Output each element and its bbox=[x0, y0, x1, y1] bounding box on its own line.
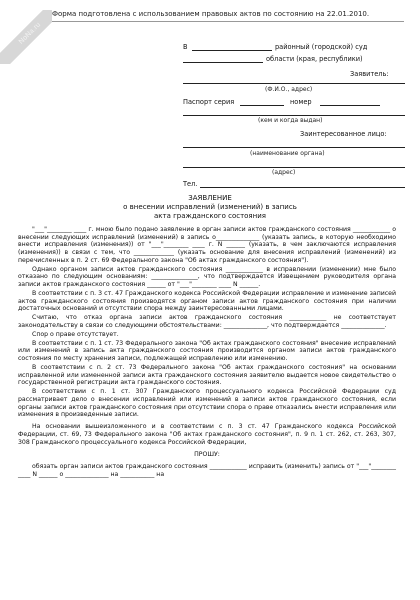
watermark-text: NoNa.ru bbox=[0, 10, 52, 64]
interested-address-line bbox=[183, 160, 405, 168]
passport-series-blank bbox=[240, 98, 284, 106]
court-type: районный (городской) суд bbox=[275, 43, 368, 51]
request-heading: ПРОШУ: bbox=[194, 451, 220, 459]
court-name-blank bbox=[192, 43, 272, 51]
statement-body bbox=[18, 226, 396, 480]
title-line-1: ЗАЯВЛЕНИЕ bbox=[188, 194, 232, 202]
interested-name-line bbox=[183, 140, 405, 148]
passport-label: Паспорт серия bbox=[183, 98, 235, 106]
applicant-fio-caption: (Ф.И.О., адрес) bbox=[265, 86, 313, 93]
paragraph: Считаю, что отказ органа записи актов гражданского состояния ____________ не соответствует законодательству в связи со следующими обстоятельствами: ______________, что подтверждается ______________. bbox=[18, 314, 396, 329]
passport-number-blank bbox=[320, 98, 380, 106]
court-region-blank bbox=[183, 55, 263, 63]
paragraph: В соответствии с п. 3 ст. 47 Гражданского кодекса Российской Федерации исправление и изменение записей актов гражданского состояния производятся органом записи актов гражданского состояния при наличии достаточных оснований и отсутствии спора между заинтересованными лицами. bbox=[18, 290, 396, 313]
paragraph: В соответствии с п. 1 ст. 73 Федерального закона "Об актах гражданского состояния" внесение исправлений или изменений в запись акта гражданского состояния производится органом записи актов гражданского состояния по месту хранения записи, подлежащей исправлению или изменению. bbox=[18, 339, 396, 363]
interested-name-caption: (наименование органа) bbox=[250, 150, 325, 157]
interested-address-caption: (адрес) bbox=[272, 169, 296, 176]
phone-label: Тел. bbox=[183, 180, 198, 188]
document-title bbox=[0, 194, 420, 221]
paragraph: В соответствии с п. 1 ст. 307 Гражданского процессуального кодекса Российской Федерации суд рассматривает дело о внесении исправлений или изменений в записи актов гражданского состояния, если органы записи актов гражданского состояния при отсутствии спора о праве отказались внести исправления или изменения в произведенные записи. bbox=[18, 388, 396, 419]
applicant-label: Заявитель: bbox=[350, 70, 389, 78]
header-note: Форма подготовлена с использованием правовых актов по состоянию на 22.01.2010. bbox=[52, 10, 370, 18]
watermark bbox=[0, 10, 52, 64]
paragraph: На основании вышеизложенного и в соответствии с п. 3 ст. 47 Гражданского кодекса Российской Федерации, ст. 69, 73 Федерального закона "Об актах гражданского состояния", п. 9 п. 1 ст. 262, ст. 263, 307, 308 Гражданского процессуального кодекса Российской Федерации, bbox=[18, 423, 396, 446]
phone-line bbox=[200, 180, 405, 188]
number-label: номер bbox=[290, 98, 312, 106]
paragraph: Спор о праве отсутствует. bbox=[32, 330, 119, 338]
paragraph: Однако органом записи актов гражданского состояния ____________ в исправлении (изменении) мне было отказано по следующим основаниям: _______________, что подтверждается Извещением руководителя органа записи актов гражданского состояния ______ от "___"________ ____ N ______. bbox=[18, 265, 396, 289]
title-line-2: о внесении исправлений (изменений) в запись bbox=[123, 203, 297, 211]
paragraph: В соответствии с п. 2 ст. 73 Федерального закона "Об актах гражданского состояния" на основании исправленной или измененной записи акта гражданского состояния заявителю выдается новое свидетельство о государственной регистрации акта гражданского состояния. bbox=[18, 364, 396, 387]
title-line-3: акта гражданского состояния bbox=[154, 212, 266, 220]
header-divider bbox=[52, 21, 404, 22]
court-region: области (края, республики) bbox=[266, 55, 363, 63]
interested-label: Заинтересованное лицо: bbox=[300, 130, 387, 138]
paragraph: "___"________ ____ г. мною было подано заявление в орган записи актов гражданского состояния ____________ о внесении следующих исправлений (изменений) в запись о______________ (указать запись, в которую необходимо внести исправления (изменения)) от "___"________ ____ г. N ______ (указать, в чем заключаются исправления (изменения)) в связи с тем, что _____________ (указать основание для внесения исправлений (изменений) из перечисленных в п. 2 ст. 69 Федерального закона "Об актах гражданского состояния"). bbox=[18, 226, 396, 264]
passport-issued-caption: (кем и когда выдан) bbox=[258, 117, 323, 124]
court-prefix: В bbox=[183, 43, 188, 51]
applicant-fio-line bbox=[183, 76, 405, 84]
passport-issued-line bbox=[183, 108, 405, 116]
final-line: обязать орган записи актов гражданского состояния ____________ исправить (изменить) запись от "___"________ ____ N ______ о ______________ на ___________ на bbox=[18, 463, 396, 478]
